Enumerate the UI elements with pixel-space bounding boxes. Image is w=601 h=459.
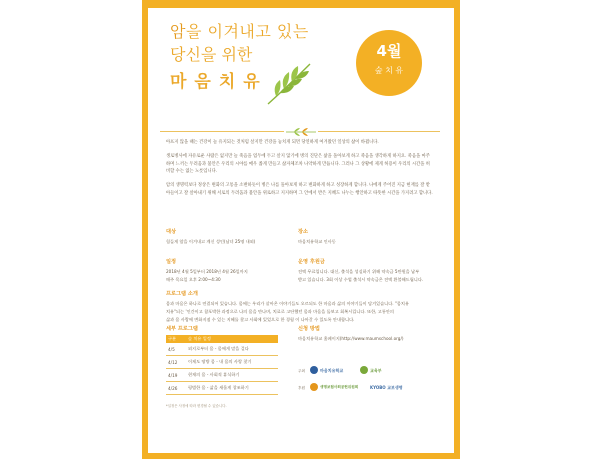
table-cell-date: 4/12 (166, 356, 186, 369)
schedule-line-2: 매주 목요일 오후 2:00~4:30 (166, 277, 221, 282)
schedule-heading: 일정 (166, 259, 177, 265)
program-line-1: 몸과 마음은 하나로 연결되어 있습니다. 몸에는 우리가 살아온 이야기들도 오르되도 한 마음과 삶의 이야기들이 담겨있습니다. "몸치유 (166, 301, 409, 306)
support-logo-1: 생명보험사회공헌위원회 (320, 385, 359, 389)
table-cell-desc: 평범한 몸 - 삶을 새롭게 창조하기 (186, 382, 278, 395)
host-logo-1: 마음치유학교 (320, 368, 344, 373)
table-header-cell: 숲 치유 일정 (186, 335, 278, 343)
table-header-cell: 구분 (166, 335, 186, 343)
fee-heading: 운영 후원금 (298, 259, 325, 265)
support-logo-mark-icon (310, 383, 318, 391)
host-label: 주최 (298, 369, 305, 373)
table-cell-date: 4/5 (166, 343, 186, 356)
title-line-2: 당신을 위한 (170, 45, 253, 64)
table-cell-desc: 외지로부터 몸 - 몸에게 말을 걸다 (186, 343, 278, 356)
program-heading: 프로그램 소개 (166, 291, 198, 297)
intro-paragraph-3: 암의 생명력보다 정상은 변화의 고통을 소변하듯이 병은 나를 돌아보게 하고 변화하게 하고 성장하게 합니다. 나에게 주어진 지금 현재를 잘 받아들이고 잘 살아내기 위해 서로의 두려움과 불안을 위로하고 지지하며 그 안에서 반은 지혜도 나누는 행안하고 따뜻한 시간을 가지려고 합니다. (166, 183, 433, 196)
title-highlight: 암 (170, 22, 186, 41)
schedule-table (166, 335, 278, 395)
support-logo-2: KYOBO 교보생명 (370, 385, 403, 390)
badge-month: 4월 (376, 42, 402, 60)
signup-text: 마음치유학교 홈페이지(http://www.maumschool.org/) (298, 336, 404, 341)
sprig-icon (284, 127, 318, 136)
badge-subtitle: 숲 치 유 (374, 66, 404, 75)
intro-paragraph-2: 생로병사에 자유로운 사람은 없지만 늘 죽음을 염두에 두고 살지 않기에 병의 진단은 삶을 돌아보게 하고 죽음을 생각하게 하지요. 죽음을 마주하며 느끼는 두려움과 불안은 우리의 시야를 매우 좁게 만들고 삶자체조차 나약하게 만듭니다. 그러나 그 상황에 제게 허용이 우리의 시간을 허비할 수는 없는 노릇입니다. (166, 154, 430, 174)
poster-frame (142, 0, 460, 459)
target-text: 힘들게 암을 이겨내고 계신 성인(남녀 25명 내외) (166, 239, 256, 244)
poster-paper (148, 8, 454, 453)
title-line-3: 마음치유 (170, 72, 268, 92)
table-header-row (166, 335, 278, 343)
table-cell-desc: 이제도 땅방 몸 - 내 몸의 사랑 찾기 (186, 356, 278, 369)
schedule-line-1: 2018년 4월 5일부터 2018년 4월 26일까지 (166, 269, 248, 274)
program-line-2: 치유"되는 '인간이고 참포박한 과정으로 나의 몸을 만나며, 치료로 고단했던 몸과 마음을 돌보고 회복시킵니다. 또한, 고통안의 (166, 309, 394, 314)
fee-line-1: 전액 무료입니다. 대신, 출석을 성실하기 위해 약속금 5만원을 납부 (298, 269, 420, 274)
wheat-leaf-icon (264, 60, 314, 108)
place-heading: 장소 (298, 229, 309, 235)
table-cell-desc: 현재의 몸 - 사회적 휴식하기 (186, 369, 278, 382)
support-label: 후원 (298, 386, 305, 390)
place-text: 마음치유학교 인사동 (298, 239, 336, 244)
host-logo-mark-icon (310, 366, 318, 374)
target-heading: 대상 (166, 229, 177, 235)
host-logo-2-mark-icon (360, 366, 368, 374)
title-line-1 (170, 22, 309, 42)
month-badge (356, 30, 422, 96)
intro-paragraph-1: 아프지 않을 때는 건강이 늘 유지되는 것처럼 살지만 건강을 놓치게 되면 당연하게 여겨왔던 일상의 삶이 바뀝니다. (166, 140, 379, 145)
table-row (166, 356, 278, 369)
program-line-3: 삶과 몸 사람에 변화지점 수 있는 지혜를 찾고 사회에 있었으로 한 경험 이 나아갈 수 있도록 안내합니다. (166, 317, 355, 322)
table-cell-date: 4/19 (166, 369, 186, 382)
table-row (166, 343, 278, 356)
fee-line-2: 받고 있습니다. 3회 이상 수업 출석시 약속금은 전액 환불해드립니다. (298, 277, 424, 282)
table-row (166, 382, 278, 395)
host-logo-2: 교육부 (370, 368, 382, 373)
table-cell-date: 4/26 (166, 382, 186, 395)
table-row (166, 369, 278, 382)
table-note: *일정은 사정에 따라 변경될 수 있습니다. (166, 404, 227, 408)
detail-heading: 세부 프로그램 (166, 326, 198, 332)
title-line-1-rest: 을 이겨내고 있는 (185, 22, 309, 41)
signup-heading: 신청 방법 (298, 326, 320, 332)
